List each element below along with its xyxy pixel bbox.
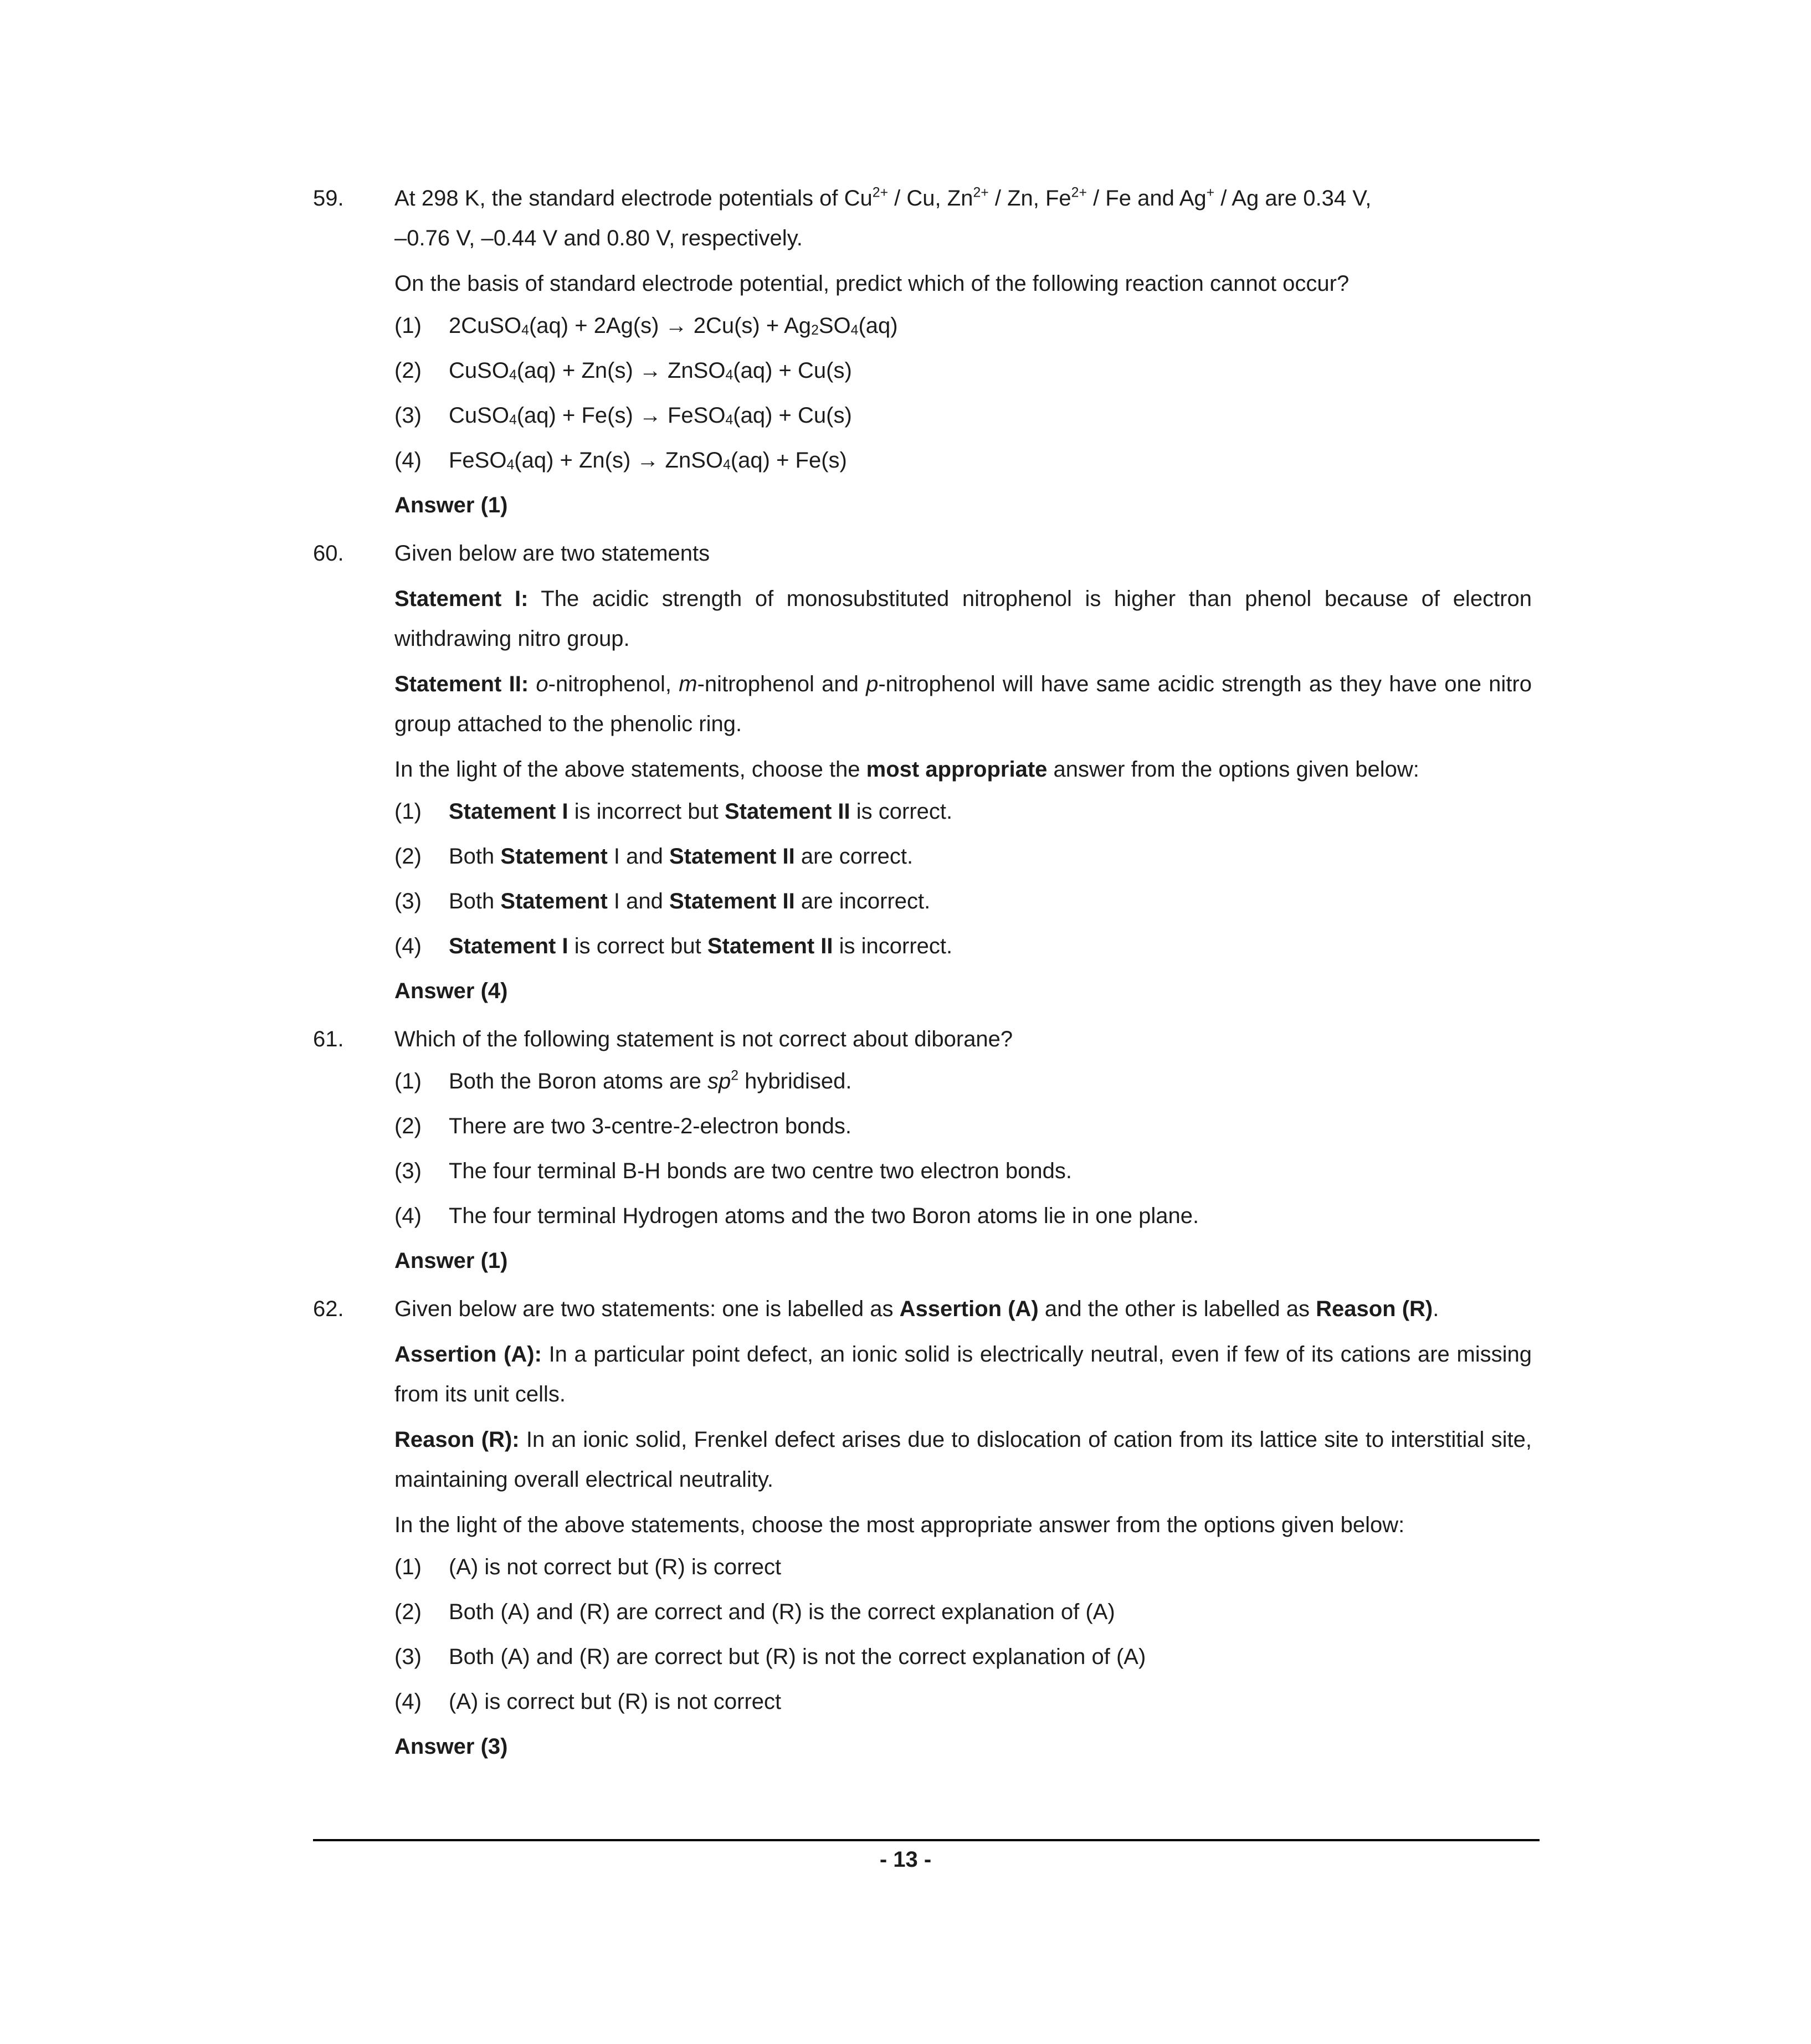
option-1: (1) Statement I is incorrect but Statement II is correct.	[394, 799, 953, 824]
option-4: (4) Statement I is correct but Statement II is incorrect.	[394, 934, 953, 958]
answer-label: Answer (1)	[394, 1249, 508, 1273]
question-number: 60.	[313, 541, 344, 566]
option-1: (1) (A) is not correct but (R) is correct	[394, 1555, 782, 1579]
option-2: (2) There are two 3-centre-2-electron bonds.	[394, 1114, 852, 1138]
question-60	[313, 533, 1532, 1014]
question-stem: Given below are two statements: one is labelled as Assertion (A) and the other is labelled as Reason (R).	[394, 1297, 1439, 1321]
option-3: (3) CuSO$_4$(aq) + Fe(s) → FeSO$_4$(aq) + Cu(s)	[394, 403, 852, 428]
option-1: (1) Both the Boron atoms are $sp^2$ hybridised.	[394, 1068, 852, 1093]
answer-label: Answer (1)	[394, 493, 508, 517]
question-61	[313, 1019, 1532, 1283]
answer-label: Answer (3)	[394, 1734, 508, 1759]
question-stem: At 298 K, the standard electrode potentials of $Cu^{2+}$ / Cu, $Zn^{2+}$ / Zn, $Fe^{2+}$ / Fe and Ag+ / Ag are 0.34 V, –0.76 V, –0.44 V and 0.80 V, respectively.	[394, 185, 1372, 250]
question-number: 59.	[313, 186, 344, 210]
option-1: (1) 2CuSO$_4$(aq) + $2Ag(s) \to 2Cu(s) + Ag_2SO_4(aq)$	[394, 314, 898, 338]
option-2: (2) Both Statement I and Statement II are correct.	[394, 844, 914, 869]
question-prompt: On the basis of standard electrode potential, predict which of the following reaction cannot occur?	[394, 271, 1350, 296]
footer-divider	[313, 1839, 1540, 1841]
page-number: - 13 -	[879, 1847, 932, 1872]
question-prompt: In the light of the above statements, choose the most appropriate answer from the options given below:	[394, 757, 1419, 782]
question-prompt: In the light of the above statements, choose the most appropriate answer from the options given below:	[394, 1513, 1405, 1537]
question-number: 62.	[313, 1297, 344, 1321]
option-2: (2) Both (A) and (R) are correct and (R) is the correct explanation of (A)	[394, 1600, 1115, 1624]
statement-2: Statement II: o-nitrophenol, m-nitrophenol and p-nitrophenol will have same acidic strength as they have one nitro group attached to the phenolic ring.	[394, 672, 1532, 736]
option-2: (2) CuSO$_4$(aq) + Zn(s) → ZnSO$_4$(aq) + Cu(s)	[394, 358, 852, 383]
option-4: (4) The four terminal Hydrogen atoms and the two Boron atoms lie in one plane.	[394, 1204, 1199, 1228]
answer-label: Answer (4)	[394, 979, 508, 1003]
option-3: (3) Both Statement I and Statement II are incorrect.	[394, 889, 931, 913]
reason: Reason (R): In an ionic solid, Frenkel defect arises due to dislocation of cation from its lattice site to interstitial site, maintaining overall electrical neutrality.	[394, 1427, 1532, 1492]
question-59	[313, 178, 1532, 528]
option-3: (3) The four terminal B-H bonds are two centre two electron bonds.	[394, 1159, 1072, 1183]
assertion: Assertion (A): In a particular point defect, an ionic solid is electrically neutral, even if few of its cations are missing from its unit cells.	[394, 1342, 1532, 1406]
question-stem: Which of the following statement is not correct about diborane?	[394, 1027, 1013, 1051]
question-stem: Given below are two statements	[394, 541, 710, 566]
option-3: (3) Both (A) and (R) are correct but (R) is not the correct explanation of (A)	[394, 1645, 1146, 1669]
statement-1: Statement I: The acidic strength of monosubstituted nitrophenol is higher than phenol because of electron withdrawing nitro group.	[394, 587, 1532, 651]
question-document	[313, 178, 1532, 1769]
question-62	[313, 1289, 1532, 1769]
option-4: (4) (A) is correct but (R) is not correct	[394, 1689, 782, 1714]
question-number: 61.	[313, 1027, 344, 1051]
option-4: (4) FeSO$_4$(aq) + Zn(s) → ZnSO$_4$(aq) + Fe(s)	[394, 448, 847, 473]
